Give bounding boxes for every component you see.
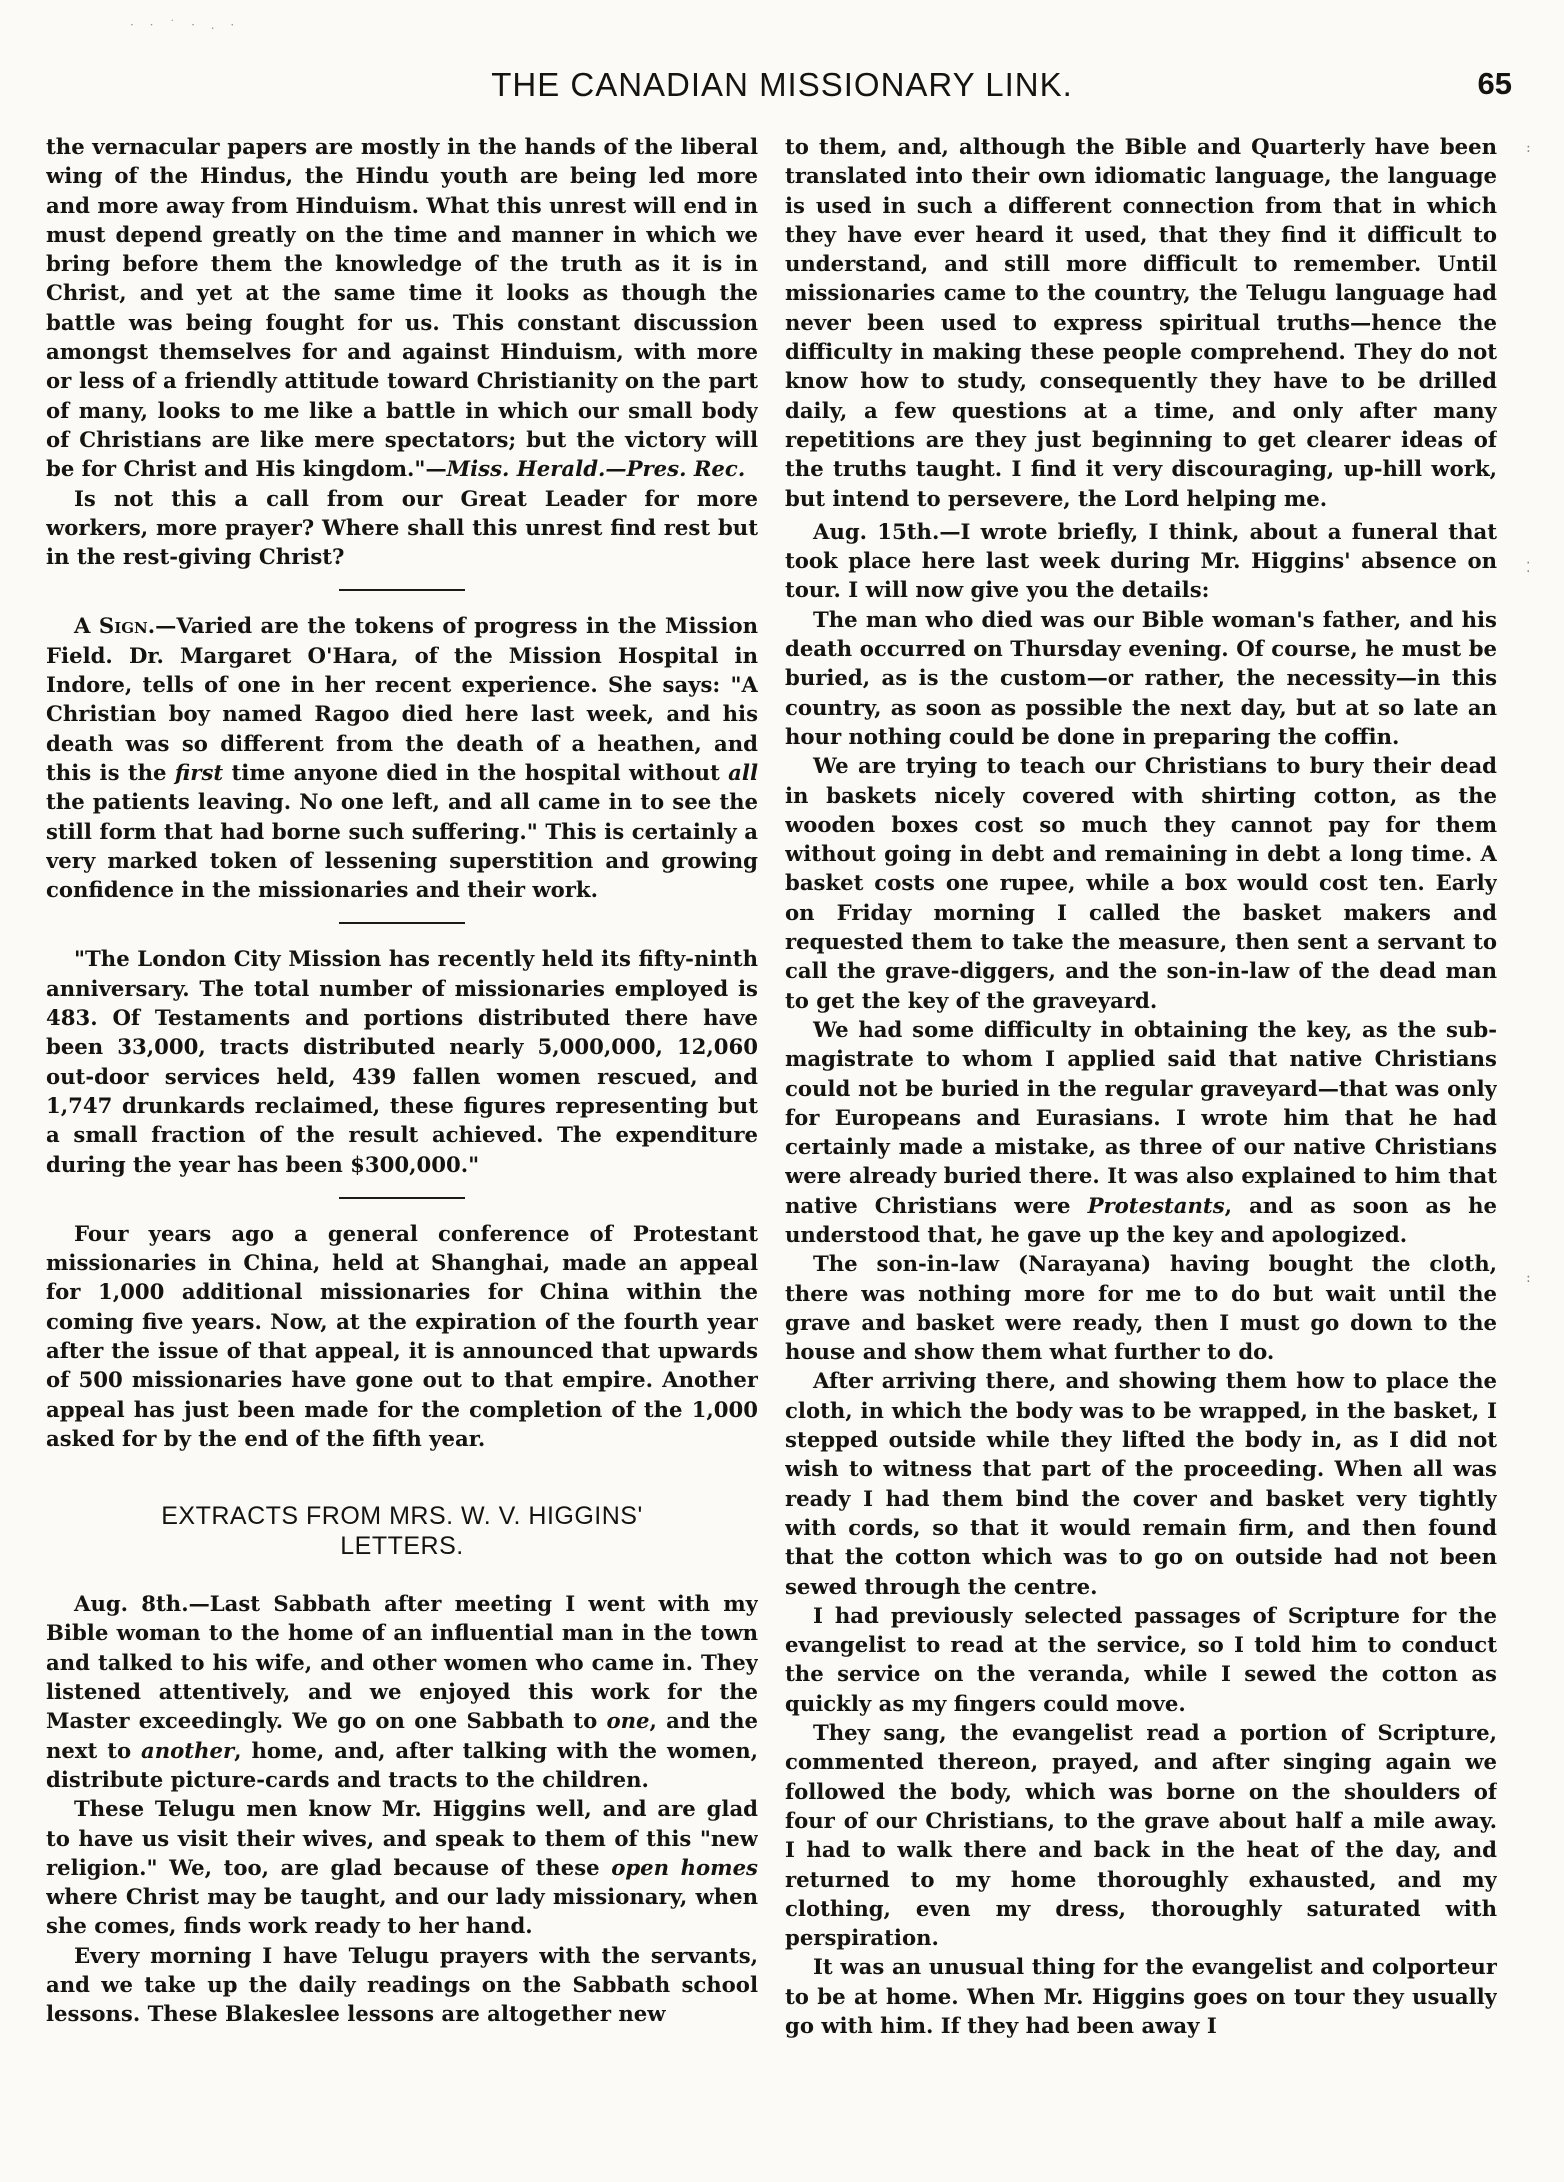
paragraph: These Telugu men know Mr. Higgins well, and are glad to have us visit their wives, and speak to them of this "new religion." We, too, are glad because of these open homes where Christ may be taught, and our lady missionary, when she comes, finds work ready to her hand. <box>46 1796 758 1939</box>
page-edge-mark: ⁚ <box>1526 560 1531 576</box>
publication-title: THE CANADIAN MISSIONARY LINK. <box>491 66 1073 103</box>
page-edge-mark: : <box>1526 1270 1531 1286</box>
section-divider <box>339 1197 465 1199</box>
section-label: A Sign. <box>74 613 156 639</box>
paragraph: The man who died was our Bible woman's father, and his death occurred on Thursday evening. Of course, he must be buried, as is the custom—or rather, the necessity—in this country, as soon as possible the next day, but at so late an hour nothing could be done in preparing the coffin. <box>785 606 1497 749</box>
print-specks: · · ˙ · . · <box>130 18 241 32</box>
left-column <box>46 132 758 2142</box>
page-edge-mark: : <box>1526 140 1531 156</box>
page-number: 65 <box>1477 66 1512 101</box>
paragraph: A Sign.—Varied are the tokens of progress in the Mission Field. Dr. Margaret O'Hara, of the Mission Hospital in Indore, tells of one in her recent experience. She says: "A Christian boy named Ragoo died here last week, and his death was so different from the death of a heathen, and this is the first time anyone died in the hospital without all the patients leaving. No one left, and all came in to see the still form that had borne such suffering." This is certainly a very marked token of lessening superstition and growing confidence in the missionaries and their work. <box>46 613 758 903</box>
section-divider <box>339 922 465 924</box>
source-citation: Miss. Herald.—Pres. Rec. <box>446 456 746 482</box>
running-header <box>0 66 1564 110</box>
paragraph: the vernacular papers are mostly in the hands of the liberal wing of the Hindus, the Hindu youth are being led more and more away from Hinduism. What this unrest will end in must depend greatly on the time and manner in which we bring before them the knowledge of the truth as it is in Christ, and yet at the same time it looks as though the battle was being fought for us. This constant discussion amongst themselves for and against Hinduism, with more or less of a friendly attitude toward Christianity on the part of many, looks to me like a battle in which our small body of Christians are like mere spectators; but the victory will be for Christ and His kingdom."—Miss. Herald.—Pres. Rec. <box>46 134 758 482</box>
section-divider <box>339 589 465 591</box>
paragraph: The son-in-law (Narayana) having bought the cloth, there was nothing more for me to do but wait until the grave and basket were ready, then I must go down to the house and show them what further to do. <box>785 1251 1497 1365</box>
paragraph: It was an unusual thing for the evangelist and colporteur to be at home. When Mr. Higgins goes on tour they usually go with him. If they had been away I <box>785 1954 1497 2038</box>
paragraph: Four years ago a general conference of Protestant missionaries in China, held at Shanghai, made an appeal for 1,000 additional missionaries for China within the coming five years. Now, at the expiration of the fourth year after the issue of that appeal, it is announced that upwards of 500 missionaries have gone out to that empire. Another appeal has just been made for the completion of the 1,000 asked for by the end of the fifth year. <box>46 1220 758 1451</box>
paragraph: Every morning I have Telugu prayers with the servants, and we take up the daily readings on the Sabbath school lessons. These Blakeslee lessons are altogether new <box>46 1942 758 2027</box>
paragraph: After arriving there, and showing them how to place the cloth, in which the body was to be wrapped, in the basket, I stepped outside while they lifted the body in, as I did not wish to witness that part of the proceeding. When all was ready I had them bind the cover and basket very tightly with cords, so that it would remain firm, and then found that the cotton which was to go on outside had not been sewed through the centre. <box>785 1368 1497 1599</box>
paragraph: Is not this a call from our Great Leader for more workers, more prayer? Where shall this unrest find rest but in the rest-giving Christ? <box>46 485 758 570</box>
paragraph: We are trying to teach our Christians to bury their dead in baskets nicely covered with shirting cotton, as the wooden boxes cost so much they cannot pay for them without going in debt and remaining in debt a long time. A basket costs one rupee, while a box would cost ten. Early on Friday morning I called the basket makers and requested them to take the measure, then sent a servant to call the grave-diggers, and the son-in-law of the dead man to get the key of the graveyard. <box>785 753 1497 1013</box>
paragraph: "The London City Mission has recently held its fifty-ninth anniversary. The total number of missionaries employed is 483. Of Testaments and portions distributed there have been 33,000, tracts distributed nearly 5,000,000, 12,060 out-door services held, 439 fallen women rescued, and 1,747 drunkards reclaimed, these figures representing but a small fraction of the result achieved. The expenditure during the year has been $300,000." <box>46 946 758 1177</box>
paragraph: They sang, the evangelist read a portion of Scripture, commented thereon, prayed, and after singing again we followed the body, which was borne on the shoulders of four of our Christians, to the grave about half a mile away. I had to walk there and back in the heat of the day, and returned to my home thoroughly exhausted, and my clothing, even my dress, thoroughly saturated with perspiration. <box>785 1720 1497 1951</box>
paragraph: Aug. 15th.—I wrote briefly, I think, about a funeral that took place here last week during Mr. Higgins' absence on tour. I will now give you the details: <box>785 518 1497 603</box>
right-column <box>785 132 1497 2142</box>
paragraph: I had previously selected passages of Scripture for the evangelist to read at the service, so I told him to conduct the service on the veranda, while I sewed the cotton as quickly as my fingers could move. <box>785 1602 1497 1716</box>
paragraph: We had some difficulty in obtaining the key, as the sub-magistrate to whom I applied said that native Christians could not be buried in the regular graveyard—that was only for Europeans and Eurasians. I wrote him that he had certainly made a mistake, as three of our native Christians were already buried there. It was also explained to him that native Christians were Protestants, and as soon as he understood that, he gave up the key and apologized. <box>785 1016 1497 1247</box>
paragraph: Aug. 8th.—Last Sabbath after meeting I went with my Bible woman to the home of an influential man in the town and talked to his wife, and other women who came in. They listened attentively, and we enjoyed this work for the Master exceedingly. We go on one Sabbath to one, and the next to another, home, and, after talking with the women, distribute picture-cards and tracts to the children. <box>46 1591 758 1792</box>
paragraph: to them, and, although the Bible and Quarterly have been translated into their own idiomatic language, the language is used in such a different connection from that in which they have ever heard it used, that they find it difficult to understand, and still more difficult to remember. Until missionaries came to the country, the Telugu language had never been used to express spiritual truths—hence the difficulty in making these people comprehend. They do not know how to study, consequently they have to be drilled daily, a few questions at a time, and only after many repetitions are they just beginning to get clearer ideas of the truths taught. I find it very discouraging, up-hill work, but intend to persevere, the Lord helping me. <box>785 134 1497 511</box>
article-title: EXTRACTS FROM MRS. W. V. HIGGINS' LETTERS. <box>161 1502 643 1561</box>
